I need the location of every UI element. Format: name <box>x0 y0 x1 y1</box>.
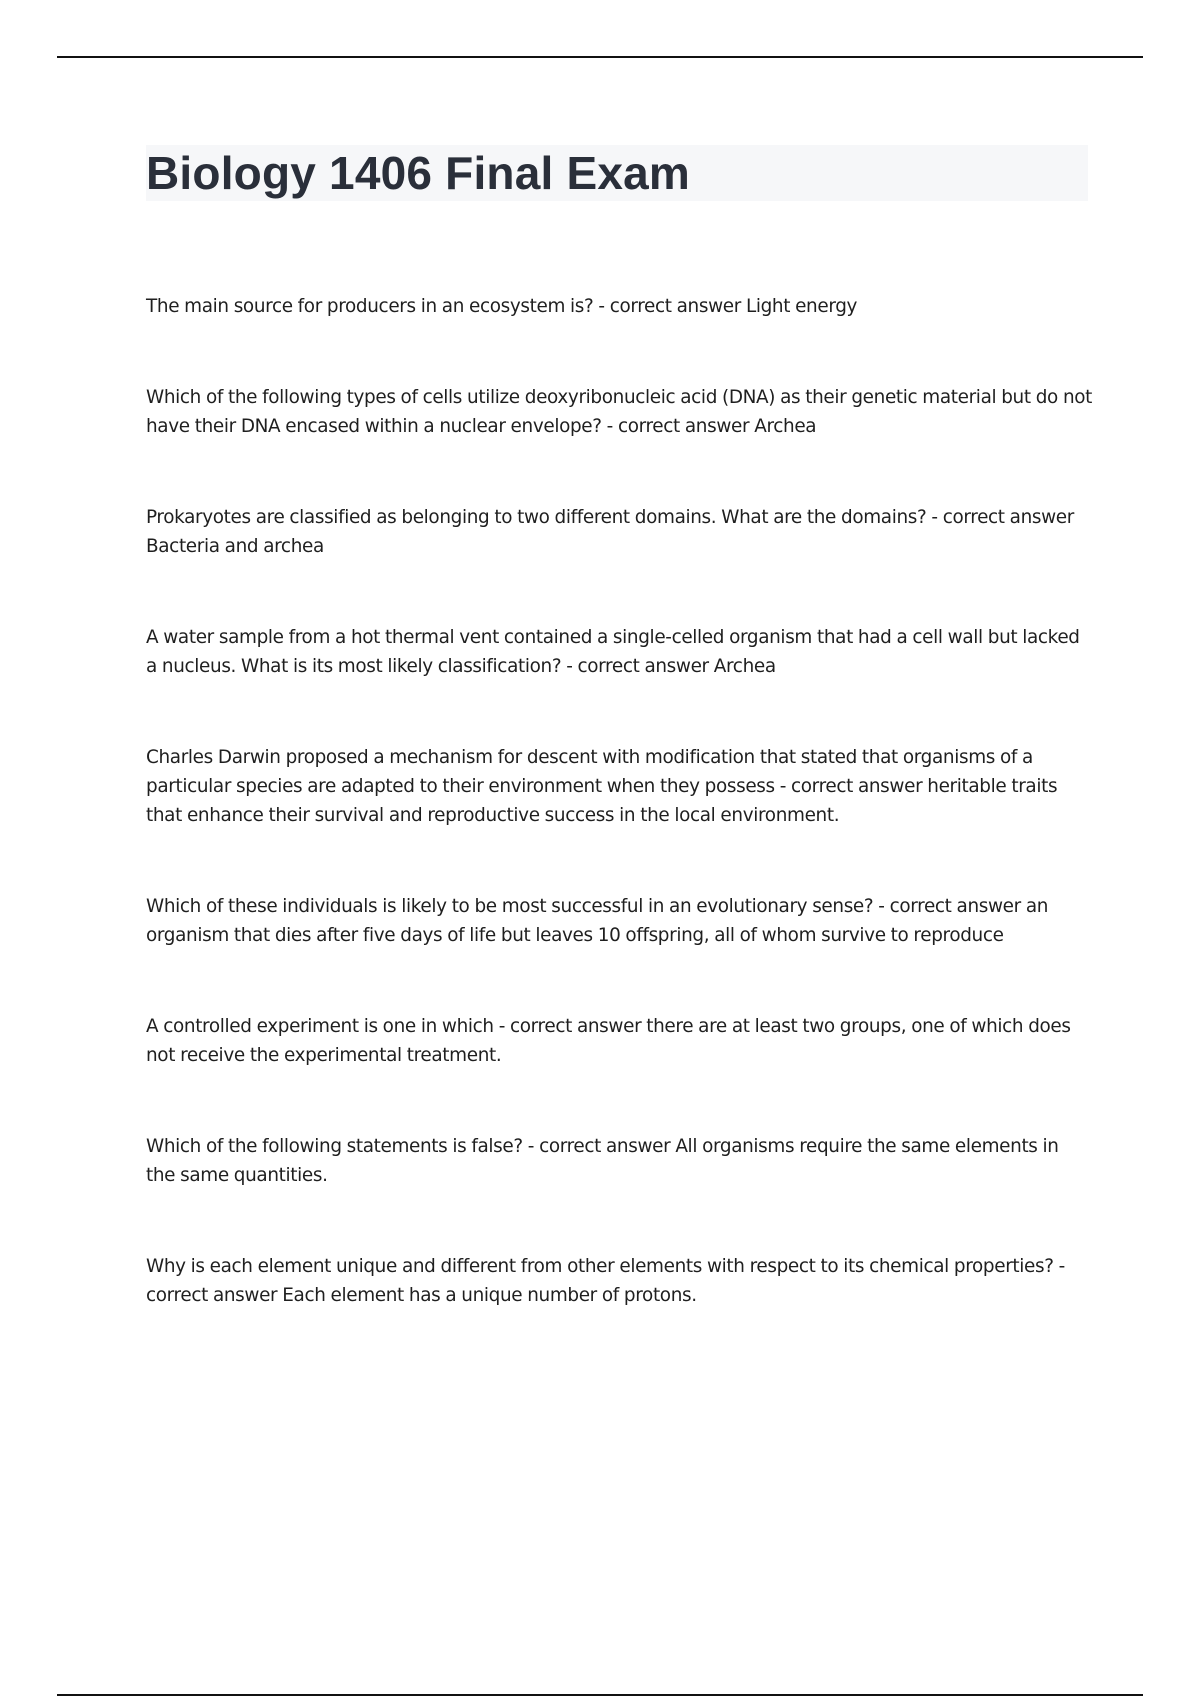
qa-item-7: A controlled experiment is one in which - correct answer there are at least two groups, one of which does not receive the experimental treatment. <box>146 1016 1071 1066</box>
qa-list <box>146 292 1092 1310</box>
qa-item-3: Prokaryotes are classified as belonging to two different domains. What are the domains? - correct answer Bacteria and archea <box>146 507 1074 557</box>
qa-item-4: A water sample from a hot thermal vent contained a single-celled organism that had a cell wall but lacked a nucleus. What is its most likely classification? - correct answer Archea <box>146 627 1080 677</box>
qa-item-5: Charles Darwin proposed a mechanism for descent with modification that stated that organisms of a particular species are adapted to their environment when they possess - correct answer heritable traits that enhance their survival and reproductive success in the local environment. <box>146 747 1058 826</box>
qa-item-1: The main source for producers in an ecosystem is? - correct answer Light energy <box>146 296 858 317</box>
qa-item-2: Which of the following types of cells utilize deoxyribonucleic acid (DNA) as their genetic material but do not have their DNA encased within a nuclear envelope? - correct answer Archea <box>146 387 1093 437</box>
qa-item-8: Which of the following statements is false? - correct answer All organisms require the same elements in the same quantities. <box>146 1136 1059 1186</box>
page-title: Biology 1406 Final Exam <box>146 147 691 199</box>
title-block <box>146 145 1088 201</box>
bottom-rule <box>57 1694 1143 1696</box>
top-rule <box>57 56 1143 58</box>
qa-item-9: Why is each element unique and different from other elements with respect to its chemical properties? - correct answer Each element has a unique number of protons. <box>146 1256 1065 1306</box>
qa-item-6: Which of these individuals is likely to be most successful in an evolutionary sense? - correct answer an organism that dies after five days of life but leaves 10 offspring, all of whom survive to reproduce <box>146 896 1049 946</box>
